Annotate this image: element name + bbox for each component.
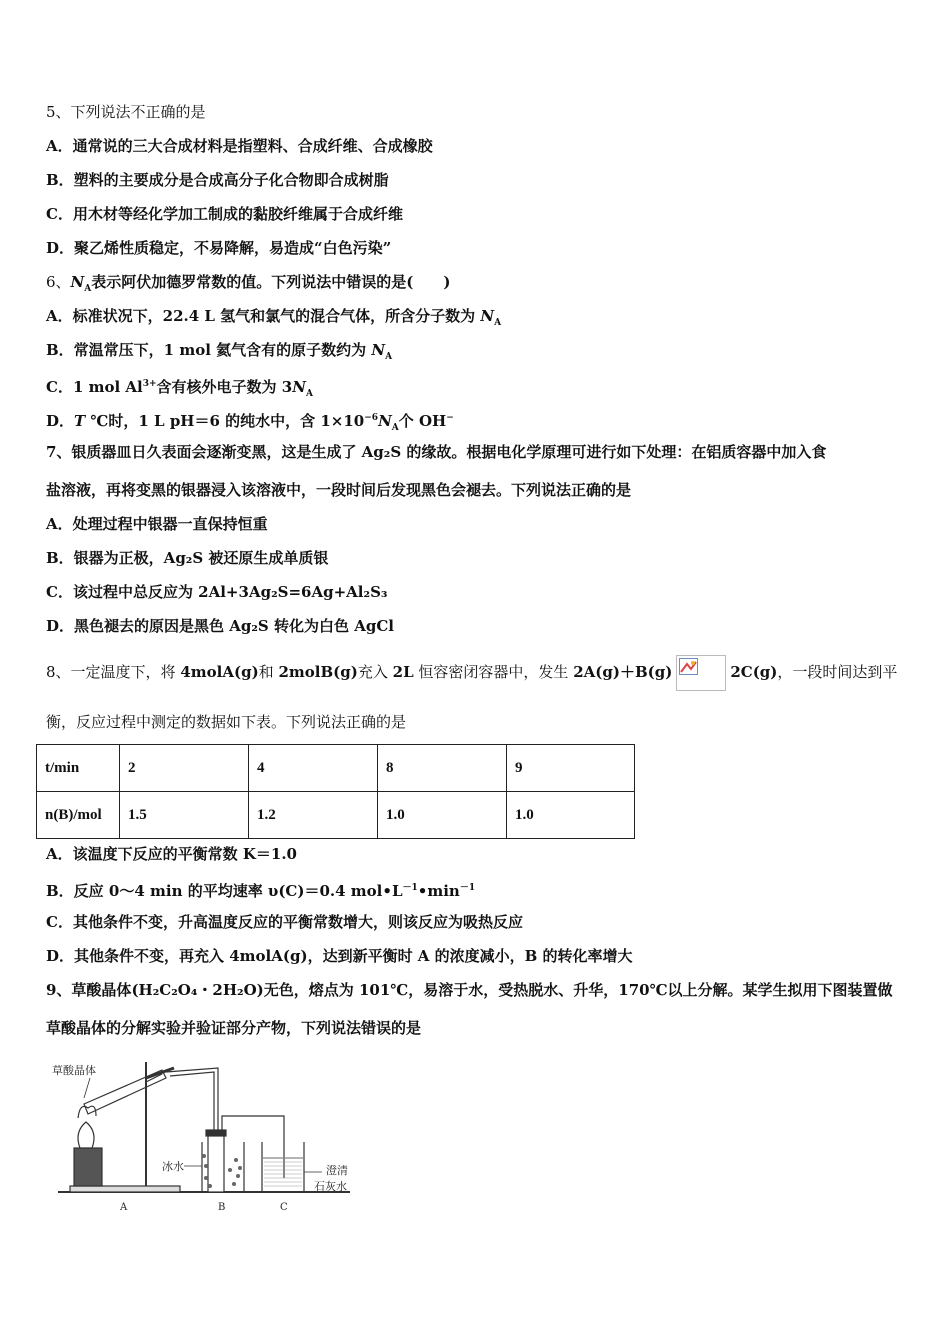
table-cell: 4 (249, 745, 378, 792)
table-cell: 1.0 (507, 792, 635, 839)
q6-option-c: C．1 mol $Al^{3+}$含有核外电子数为 $3N_A$ (46, 378, 313, 399)
q5-stem: 5、下列说法不正确的是 (46, 103, 206, 121)
table-cell: n(B)/mol (37, 792, 120, 839)
q8-option-d: D．其他条件不变，再充入 4molA(g)，达到新平衡时 A 的浓度减小，B 的转化率增大 (46, 947, 633, 965)
q7-stem-line1: 7、银质器皿日久表面会逐渐变黑，这是生成了 Ag₂S 的缘故。根据电化学原理可进行如下处理：在铝质容器中加入食 (46, 443, 827, 461)
q6-option-b: B．常温常压下，1 mol 氦气含有的原子数约为 $N_A$ (46, 341, 393, 362)
q6-stem: 6、$N_A$表示阿伏加德罗常数的值。下列说法中错误的是( ) (46, 273, 451, 294)
q8-stem-line2: 衡，反应过程中测定的数据如下表。下列说法正确的是 (46, 713, 407, 731)
q8-option-c: C．其他条件不变，升高温度反应的平衡常数增大，则该反应为吸热反应 (46, 913, 523, 931)
equilibrium-arrow-image (676, 655, 726, 691)
table-row (37, 745, 635, 792)
label-lime-water-2: 石灰水 (314, 1180, 347, 1193)
table-cell: 2 (120, 745, 249, 792)
q7-option-b: B．银器为正极，Ag₂S 被还原生成单质银 (46, 549, 329, 567)
q8-data-table (36, 744, 635, 839)
q6-option-a: A．标准状况下，22.4 L 氢气和氯气的混合气体，所含分子数为 $N_A$ (46, 307, 502, 328)
table-cell: 1.0 (378, 792, 507, 839)
label-B: B (218, 1202, 226, 1213)
q5-option-a: A．通常说的三大合成材料是指塑料、合成纤维、合成橡胶 (46, 137, 433, 155)
q5-option-b: B．塑料的主要成分是合成高分子化合物即合成树脂 (46, 171, 389, 189)
table-row (37, 792, 635, 839)
table-cell: 1.5 (120, 792, 249, 839)
table-cell: 8 (378, 745, 507, 792)
q8-stem-line1: 8、一定温度下，将 4molA(g)和 2molB(g)充入 2L 恒容密闭容器中，发生 2A(g)＋B(g) 2C(g)，一段时间达到平 (46, 654, 897, 691)
q7-option-c: C．该过程中总反应为 2Al+3Ag₂S=6Ag+Al₂S₃ (46, 583, 388, 601)
table-cell: 9 (507, 745, 635, 792)
q5-option-d: D．聚乙烯性质稳定，不易降解，易造成“白色污染” (46, 239, 392, 257)
table-cell: 1.2 (249, 792, 378, 839)
q7-option-a: A．处理过程中银器一直保持恒重 (46, 515, 268, 533)
q9-stem-line2: 草酸晶体的分解实验并验证部分产物，下列说法错误的是 (46, 1019, 422, 1037)
label-ice-water: 冰水 (162, 1160, 184, 1173)
q8-option-a: A．该温度下反应的平衡常数 K＝1.0 (46, 845, 297, 863)
label-A: A (120, 1202, 128, 1213)
q6-option-d: D．T ℃时，1 L pH＝6 的纯水中，含 $1\times 10^{-6}N_A$个 OH− (46, 412, 454, 433)
q7-option-d: D．黑色褪去的原因是黑色 Ag₂S 转化为白色 AgCl (46, 617, 394, 635)
q5-option-c: C．用木材等经化学加工制成的黏胶纤维属于合成纤维 (46, 205, 403, 223)
table-cell: t/min (37, 745, 120, 792)
q7-stem-line2: 盐溶液，再将变黑的银器浸入该溶液中，一段时间后发现黑色会褪去。下列说法正确的是 (46, 481, 632, 499)
q9-stem-line1: 9、草酸晶体(H₂C₂O₄・2H₂O)无色，熔点为 101℃，易溶于水，受热脱水、升华，170℃以上分解。某学生拟用下图装置做 (46, 981, 893, 999)
label-C: C (280, 1202, 288, 1213)
apparatus-figure (50, 1058, 370, 1218)
q8-option-b: B．反应 0～4 min 的平均速率 υ(C)＝0.4 $mol•L^{-1}•\min^{-1}$ (46, 882, 476, 900)
label-lime-water-1: 澄清 (326, 1164, 348, 1177)
label-oxalic-crystal: 草酸晶体 (52, 1064, 96, 1077)
